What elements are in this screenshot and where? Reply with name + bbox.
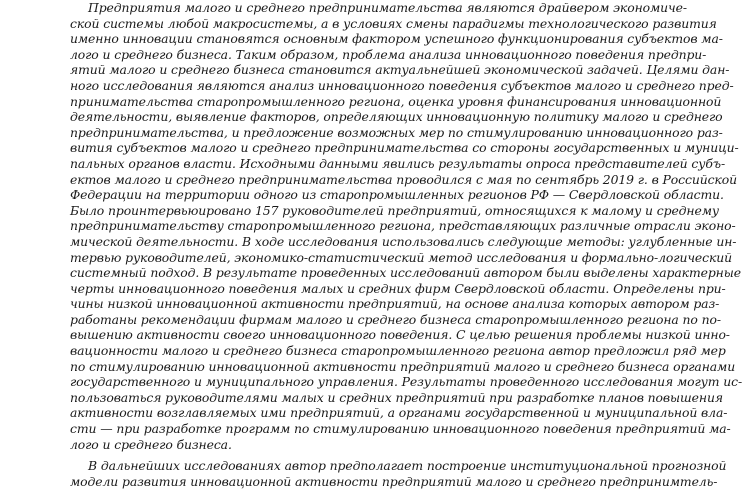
text-line: ектов малого и среднего предпринимательства проводился с мая по сентябрь 2019 г. в Российской (70, 171, 737, 187)
text-line: сти — при разработке программ по стимулированию инновационного поведения предприятий ма- (70, 421, 731, 437)
text-line: лого и среднего бизнеса. Таким образом, проблема анализа инновационного поведения предпри- (70, 46, 707, 62)
abstract-text (70, 0, 742, 489)
text-line: предпринимательству старопромышленного региона, представляющих различные отрасли эконо- (70, 218, 736, 234)
paragraph-1 (70, 0, 742, 452)
text-line: принимательства старопромышленного региона, оценка уровня финансирования инновационной (70, 93, 722, 109)
text-line: ской системы любой макросистемы, а в условиях смены парадигмы технологического развития (70, 15, 717, 31)
text-line: государственного и муниципального управления. Результаты проведенного исследования могут ис- (70, 374, 742, 390)
text-line: В дальнейших исследованиях автор предполагает построение институциональной прогнозной (88, 458, 727, 474)
text-line: Федерации на территории одного из старопромышленных регионов РФ — Свердловской области. (70, 187, 724, 203)
text-line: черты инновационного поведения малых и средних фирм Свердловской области. Определены при- (70, 280, 726, 296)
text-line: системный подход. В результате проведенных исследований автором были выделены характерные (70, 265, 741, 281)
text-line: предпринимательства, и предложение возможных мер по стимулированию инновационного раз- (70, 124, 723, 140)
text-line: вационности малого и среднего бизнеса старопромышленного региона автор предложил ряд мер (70, 343, 726, 359)
text-line: мической деятельности. В ходе исследования использовались следующие методы: углубленные ин- (70, 233, 737, 249)
paragraph-2 (70, 458, 727, 489)
text-line: чины низкой инновационной активности предприятий, на основе анализа которых автором раз- (70, 296, 720, 312)
text-line: именно инновации становятся основным фактором успешного функционирования субъектов ма- (70, 31, 723, 47)
text-line: пользоваться руководителями малых и средних предприятий при разработке планов повышения (70, 389, 723, 405)
text-line: лого и среднего бизнеса. (70, 436, 232, 452)
text-line: Было проинтервьюировано 157 руководителей предприятий, относящихся к малому и среднему (70, 202, 719, 218)
text-line: по стимулированию инновационной активности предприятий малого и среднего бизнеса органами (70, 358, 736, 374)
text-line: ного исследования являются анализ инновационного поведения субъектов малого и среднего пред- (70, 77, 734, 93)
text-line: вышению активности своего инновационного поведения. С целью решения проблемы низкой инно- (70, 327, 730, 343)
text-line: деятельности, выявление факторов, определяющих инновационную политику малого и среднего (70, 109, 723, 125)
text-line: Предприятия малого и среднего предпринимательства являются драйвером экономиче- (88, 0, 687, 15)
text-line: ятий малого и среднего бизнеса становится актуальнейшей экономической задачей. Целями дан- (70, 62, 730, 78)
text-line: модели развития инновационной активности предприятий малого и среднего предпринимтель- (70, 473, 718, 489)
text-line: работаны рекомендации фирмам малого и среднего бизнеса старопромышленного региона по по- (70, 311, 721, 327)
text-line: вития субъектов малого и среднего предпринимательства со стороны государственных и муници- (70, 140, 739, 156)
text-line: пальных органов власти. Исходными данными явились результаты опроса представителей субъ- (70, 155, 726, 171)
text-line: активности возглавляемых ими предприятий, а органами государственной и муниципальной вла- (70, 405, 728, 421)
text-line: тервью руководителей, экономико-статистический метод исследования и формально-логический (70, 249, 733, 265)
